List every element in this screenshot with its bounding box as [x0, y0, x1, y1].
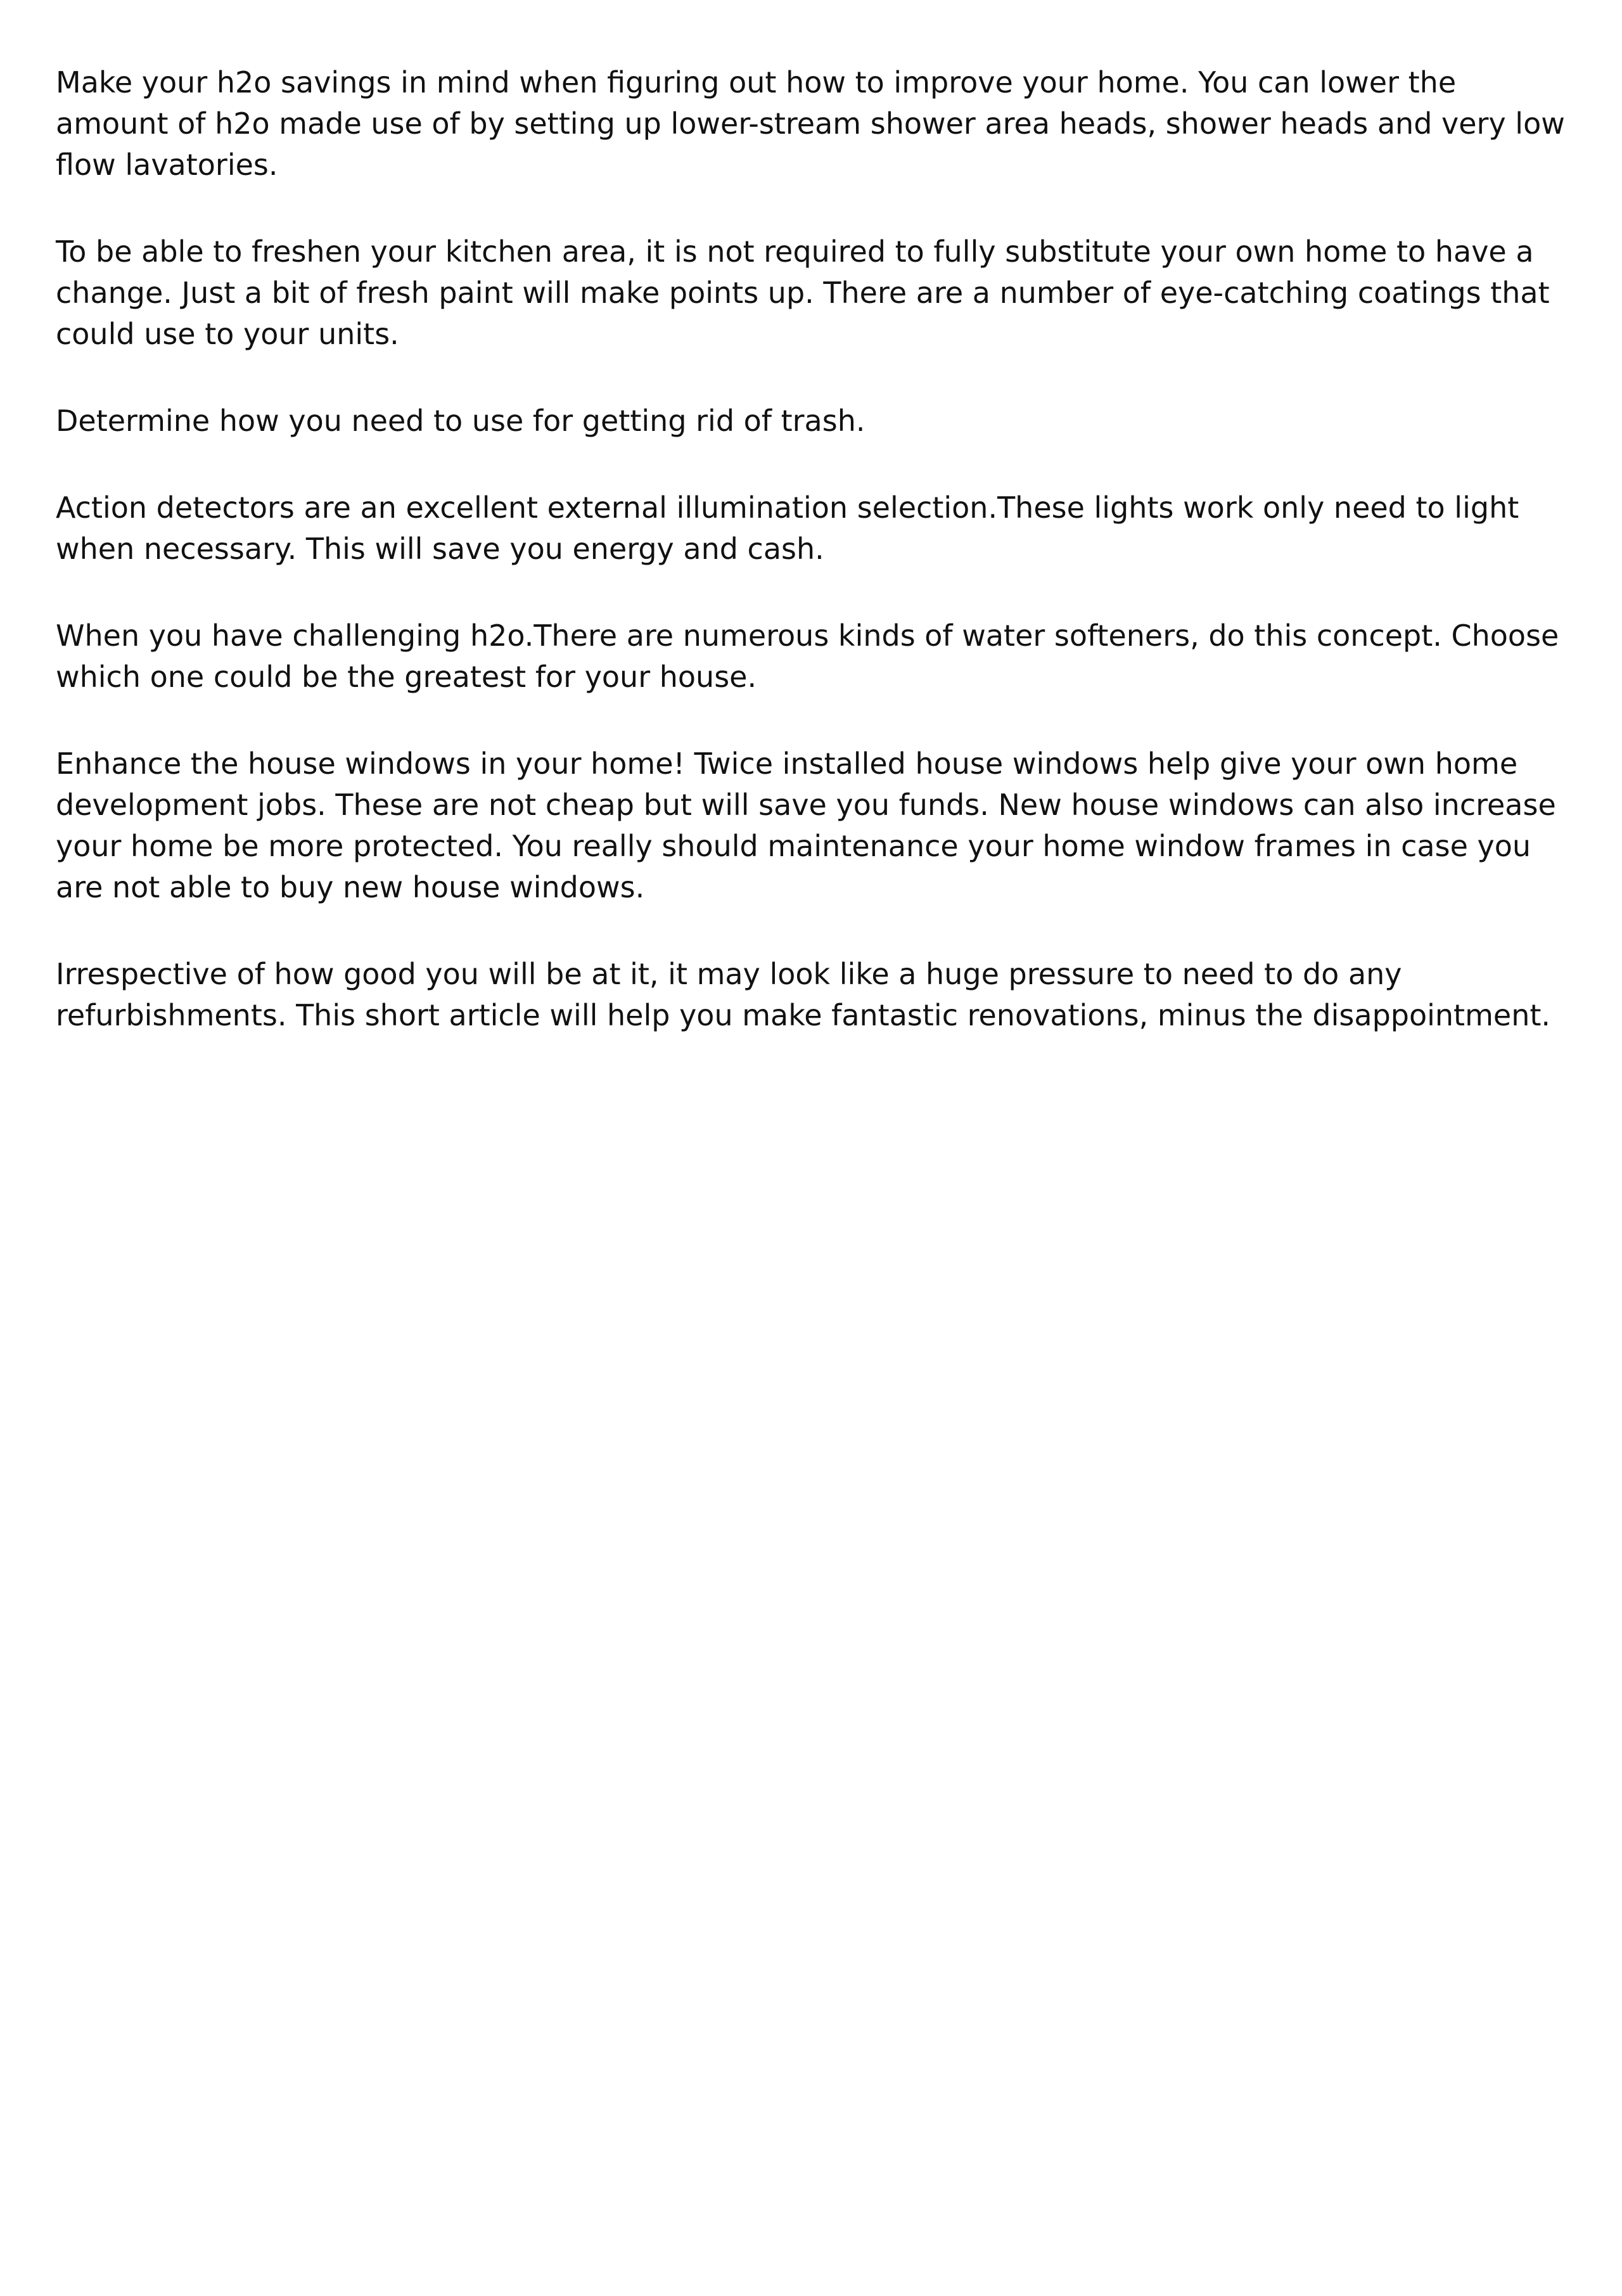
- paragraph-kitchen-refresh: To be able to freshen your kitchen area, it is not required to fully substitute your own home to have a change. Just a bit of fresh paint will make points up. There are a number of eye-catching coatings that could use to your units.: [56, 234, 1550, 351]
- paragraph-conclusion: Irrespective of how good you will be at it, it may look like a huge pressure to need to do any refurbishments. This short article will help you make fantastic renovations, minus the disappointment.: [56, 957, 1551, 1032]
- paragraph-motion-detectors: Action detectors are an excellent external illumination selection.These lights work only need to light when necessary. This will save you energy and cash.: [56, 491, 1519, 566]
- paragraph-water-savings: Make your h2o savings in mind when figuring out how to improve your home. You can lower the amount of h2o made use of by setting up lower-stream shower area heads, shower heads and very low flow lavatories.: [56, 65, 1565, 182]
- document-page: [56, 62, 1576, 1082]
- paragraph-water-softeners: When you have challenging h2o.There are numerous kinds of water softeners, do this concept. Choose which one could be the greatest for your house.: [56, 619, 1559, 694]
- paragraph-trash: Determine how you need to use for getting rid of trash.: [56, 404, 865, 438]
- paragraph-windows: Enhance the house windows in your home! Twice installed house windows help give your own home development jobs. These are not cheap but will save you funds. New house windows can also increase your home be more protected. You really should maintenance your home window frames in case you are not able to buy new house windows.: [56, 747, 1556, 904]
